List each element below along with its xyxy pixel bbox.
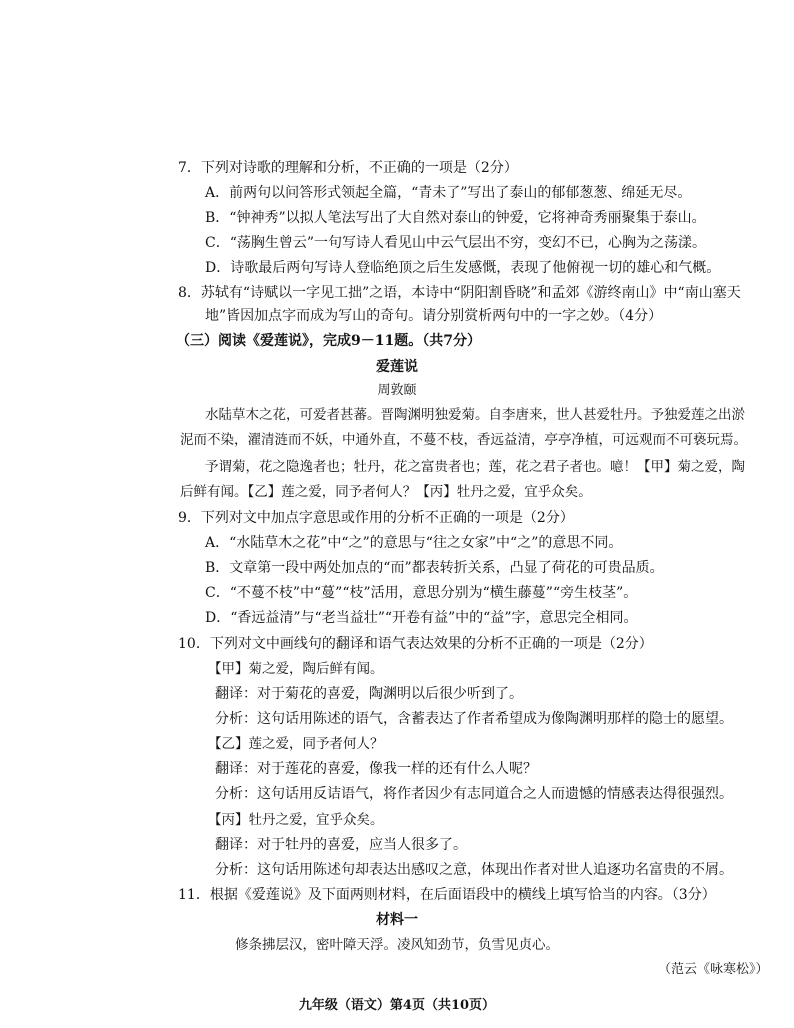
q9-option-b: B．文章第一段中两处加点的“而”都表转折关系，凸显了荷花的可贵品质。	[205, 560, 664, 576]
q11-material-text: 修条拂层汉，密叶障天浮。凌风知劲节，负雪见贞心。	[235, 937, 559, 953]
q7-option-d: D．诗歌最后两句写诗人登临绝顶之后生发感慨，表现了他俯视一切的雄心和气概。	[205, 260, 721, 276]
q10-item-jia-label: 【甲】菊之爱，陶后鲜有闻。	[208, 661, 384, 677]
q11-material-title: 材料一	[376, 912, 418, 928]
section-3-heading: （三）阅读《爱莲说》，完成9－11题。（共7分）	[176, 333, 481, 349]
passage-line-3: 予谓菊，花之隐逸者也；牡丹，花之富贵者也；莲，花之君子者也。噫！【甲】菊之爱，陶	[205, 459, 745, 475]
passage-title: 爱莲说	[376, 359, 418, 375]
q10-item-bing-translation: 翻译：对于牡丹的喜爱，应当人很多了。	[215, 837, 467, 853]
q11-material-source: （范云《咏寒松》）	[658, 962, 769, 977]
passage-line-4: 后鲜有闻。【乙】莲之爱，同予者何人？【丙】牡丹之爱，宜乎众矣。	[180, 484, 592, 500]
q8-line1: 8．苏轼有“诗赋以一字见工拙”之语，本诗中“阴阳割昏晓”和孟郊《游终南山》中“南山塞天	[178, 285, 741, 301]
q9-option-c: C．“不蔓不枝”中“蔓”“枝”活用，意思分别为“横生藤蔓”“旁生枝茎”。	[205, 585, 638, 601]
q7-option-c: C．“荡胸生曾云”一句写诗人看见山中云气层出不穷，变幻不已，心胸为之荡漾。	[205, 235, 707, 251]
q9-stem: 9．下列对文中加点字意思或作用的分析不正确的一项是（2分）	[178, 510, 574, 526]
q10-item-yi-translation: 翻译：对于莲花的喜爱，像我一样的还有什么人呢？	[215, 761, 537, 777]
q10-item-yi-analysis: 分析：这句话用反诘语气，将作者因少有志同道合之人而遗憾的情感表达得很强烈。	[215, 786, 733, 802]
q7-option-b: B．“钟神秀”以拟人笔法写出了大自然对泰山的钟爱，它将神奇秀丽聚集于泰山。	[205, 210, 706, 226]
q10-item-yi-label: 【乙】莲之爱，同予者何人？	[208, 736, 384, 752]
q7-option-a: A．前两句以问答形式领起全篇，“青未了”写出了泰山的郁郁葱葱、绵延无尽。	[205, 185, 692, 201]
q9-option-a: A．“水陆草木之花”中“之”的意思与“往之女家”中“之”的意思不同。	[205, 535, 623, 551]
passage-line-2: 泥而不染，濯清涟而不妖，中通外直，不蔓不枝，香远益清，亭亭净植，可远观而不可亵玩焉。	[180, 432, 747, 448]
q9-option-d: D．“香远益清”与“老当益壮”“开卷有益”中的“益”字，意思完全相同。	[205, 610, 638, 626]
q10-item-bing-analysis: 分析：这句话用陈述句却表达出感叹之意，体现出作者对世人追逐功名富贵的不屑。	[215, 862, 733, 878]
page-footer: 九年级（语文）第4页（共10页）	[298, 998, 496, 1013]
q10-item-jia-translation: 翻译：对于菊花的喜爱，陶渊明以后很少听到了。	[215, 686, 523, 702]
q11-stem: 11．根据《爱莲说》及下面两则材料，在后面语段中的横线上填写恰当的内容。（3分）	[178, 887, 716, 903]
q10-item-jia-analysis: 分析：这句话用陈述的语气，含蓄表达了作者希望成为像陶渊明那样的隐士的愿望。	[215, 711, 733, 727]
q10-stem: 10．下列对文中画线句的翻译和语气表达效果的分析不正确的一项是（2分）	[178, 636, 653, 652]
passage-line-1: 水陆草木之花，可爱者甚蕃。晋陶渊明独爱菊。自李唐来，世人甚爱牡丹。予独爱莲之出淤	[205, 407, 745, 423]
q8-line2: 地”皆因加点字而成为写山的奇句。请分别赏析两句中的一字之妙。（4分）	[205, 308, 663, 324]
q7-stem: 7．下列对诗歌的理解和分析，不正确的一项是（2分）	[178, 160, 518, 176]
q10-item-bing-label: 【丙】牡丹之爱，宜乎众矣。	[208, 812, 384, 828]
passage-author: 周敦颐	[377, 383, 417, 398]
